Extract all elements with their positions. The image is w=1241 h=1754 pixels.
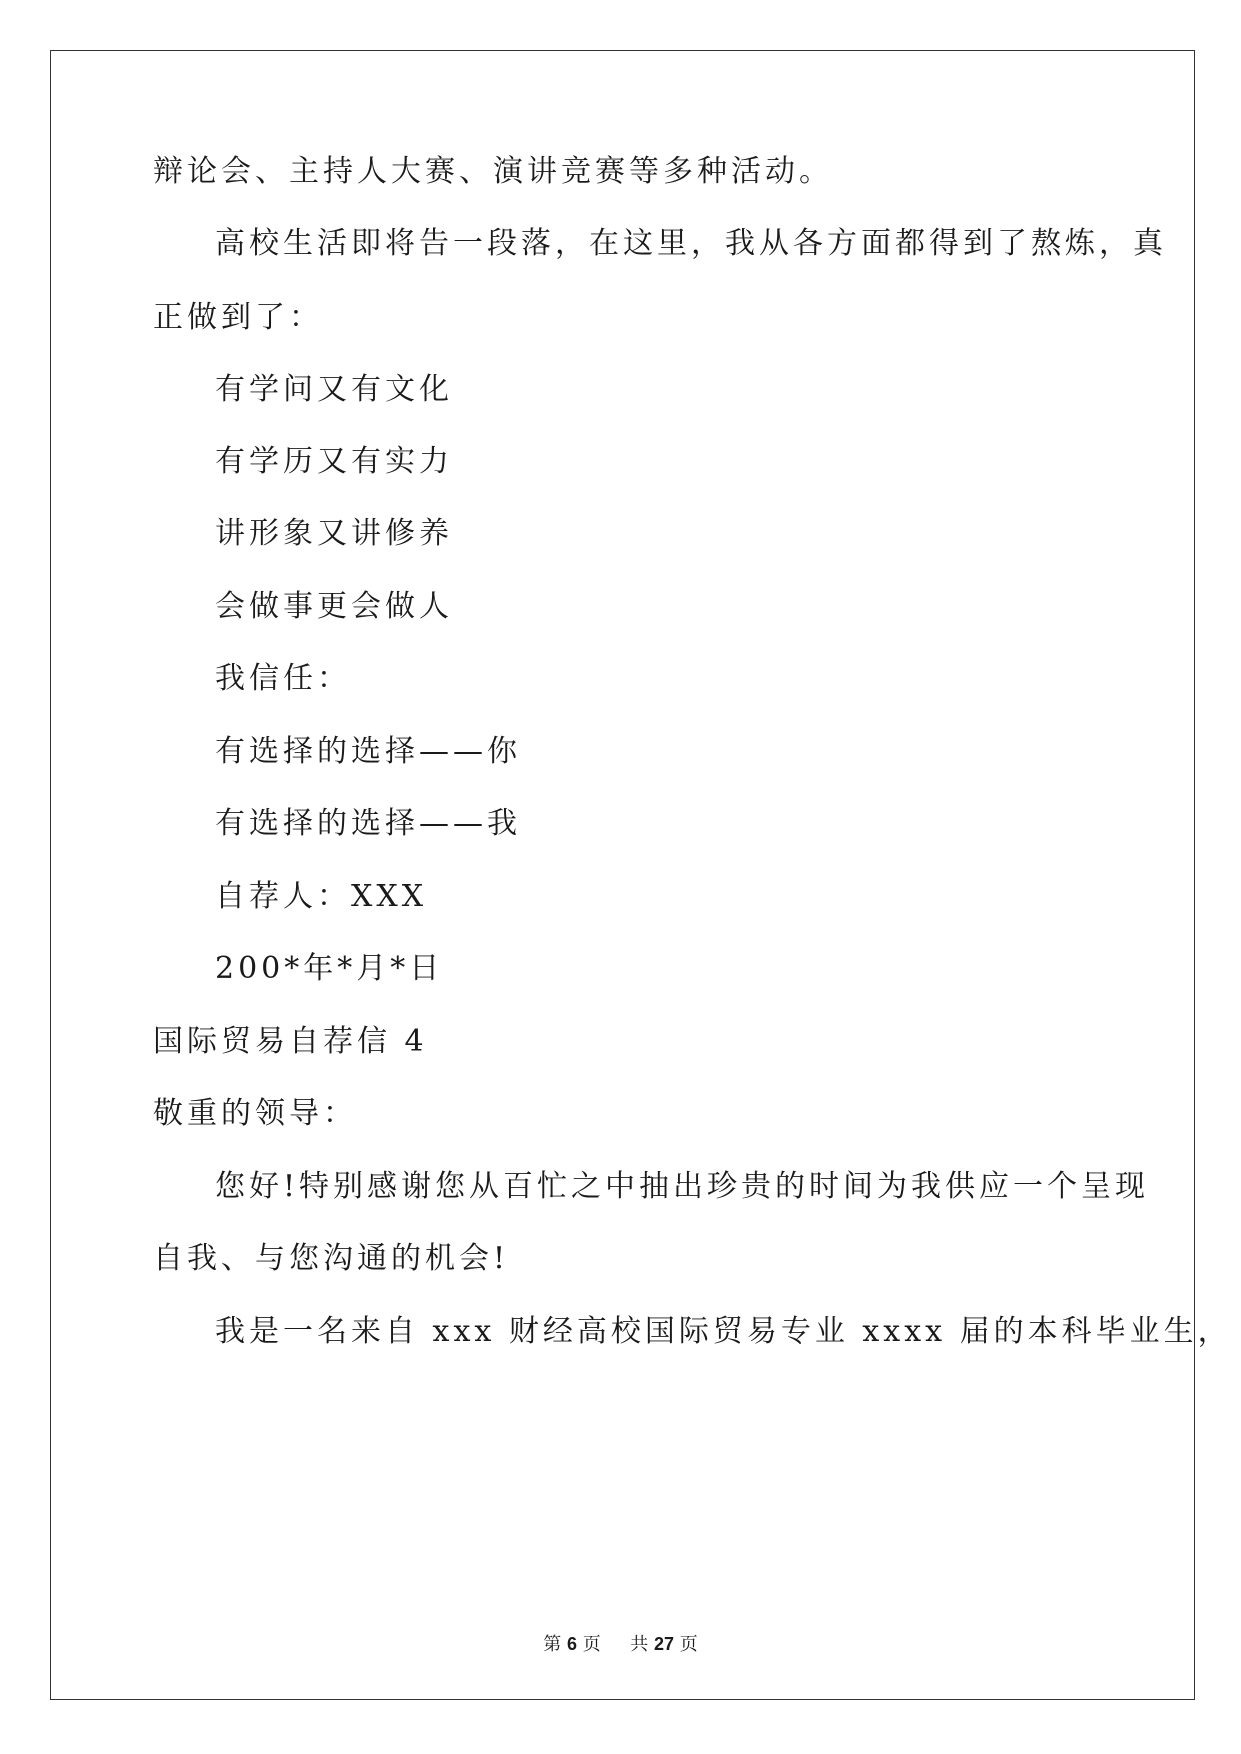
total-prefix: 共 xyxy=(630,1634,649,1655)
text-line: 讲形象又讲修养 xyxy=(215,516,453,551)
text-line: 有学问又有文化 xyxy=(215,372,453,407)
total-suffix: 页 xyxy=(679,1634,698,1655)
text-line: 正做到了： xyxy=(153,300,323,335)
text-line: 有选择的选择——我 xyxy=(215,806,521,841)
text-line: 您好!特别感谢您从百忙之中抽出珍贵的时间为我供应一个呈现 xyxy=(215,1169,1150,1204)
text-line: 有选择的选择——你 xyxy=(215,734,521,769)
page-border xyxy=(50,50,1195,1700)
text-line: 我是一名来自 xxx 财经高校国际贸易专业 xxxx 届的本科毕业生， xyxy=(215,1314,1232,1349)
salutation: 敬重的领导： xyxy=(153,1096,357,1131)
section-heading: 国际贸易自荐信 4 xyxy=(153,1024,428,1059)
text-line: 高校生活即将告一段落，在这里，我从各方面都得到了熬炼，真 xyxy=(215,226,1167,261)
total-pages: 27 xyxy=(653,1634,674,1654)
text-line: 自我、与您沟通的机会! xyxy=(153,1241,510,1276)
text-line: 200*年*月*日 xyxy=(215,951,444,986)
page-number: 6 xyxy=(567,1634,578,1654)
text-line: 自荐人：XXX xyxy=(215,879,428,914)
page-suffix: 页 xyxy=(582,1634,601,1655)
text-line: 有学历又有实力 xyxy=(215,444,453,479)
text-line: 我信任： xyxy=(215,661,351,696)
text-line: 辩论会、主持人大赛、演讲竞赛等多种活动。 xyxy=(153,154,833,189)
text-line: 会做事更会做人 xyxy=(215,589,453,624)
page-prefix: 第 xyxy=(543,1634,562,1655)
page-footer xyxy=(0,1632,1241,1657)
